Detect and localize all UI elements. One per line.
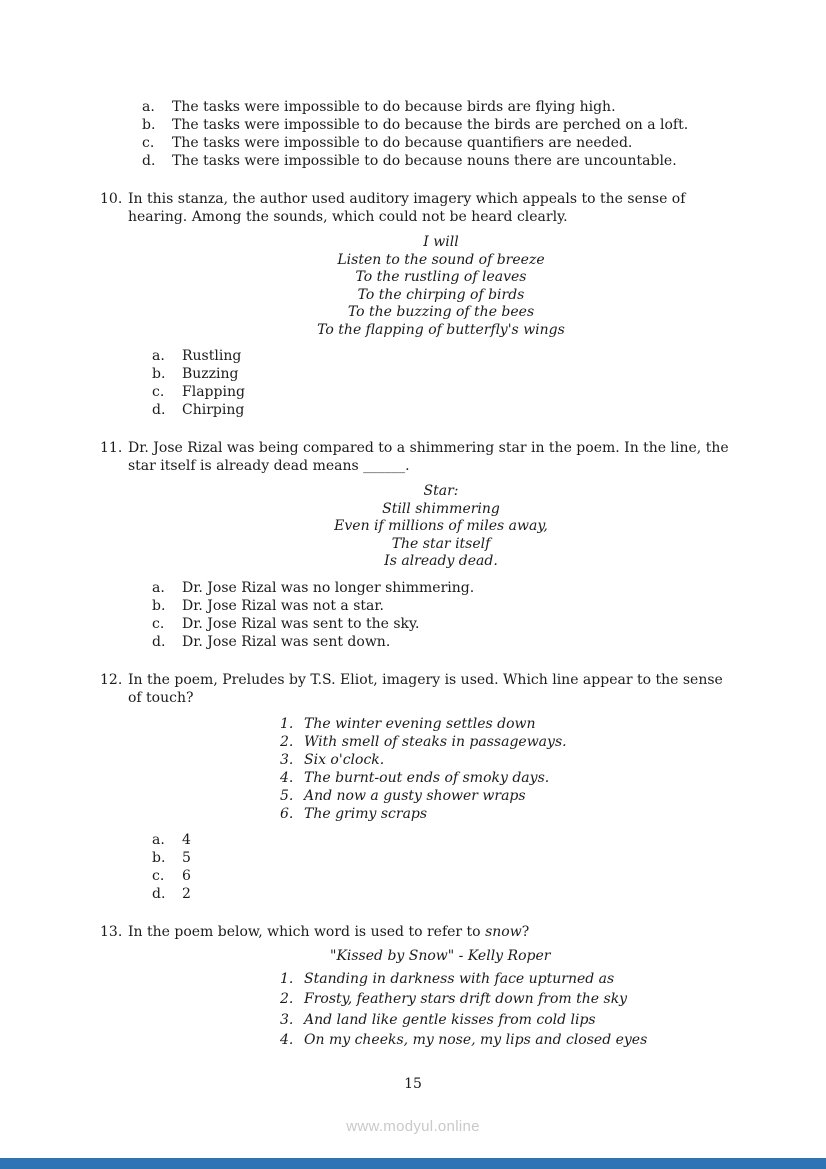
question-number: 12. <box>100 671 123 688</box>
option-row <box>152 885 730 903</box>
carryover-options <box>100 98 730 170</box>
option-text: Dr. Jose Rizal was sent to the sky. <box>182 615 420 632</box>
option-letter: c. <box>152 867 165 884</box>
poem-line: Star: <box>423 483 459 499</box>
option-letter: d. <box>152 402 166 418</box>
option-letter: b. <box>152 849 166 866</box>
question-text: In this stanza, the author used auditory imagery which appeals to the sense of hearing. Among the sounds, which could not be heard clearly. <box>128 191 686 225</box>
line-number: 3. <box>280 1011 294 1028</box>
poem-line: To the flapping of butterfly's wings <box>317 321 565 338</box>
poem-line: The star itself <box>391 535 491 552</box>
question-12 <box>100 671 730 903</box>
line-text: Frosty, feathery stars drift down from the sky <box>304 991 628 1007</box>
line-number: 4. <box>280 1032 294 1048</box>
poem-line-numbered <box>280 969 730 990</box>
line-text: On my cheeks, my nose, my lips and closed eyes <box>304 1032 648 1048</box>
option-text: Rustling <box>182 348 242 364</box>
option-text: Dr. Jose Rizal was no longer shimmering. <box>182 579 475 596</box>
option-letter: d. <box>152 633 166 650</box>
poem-line-numbered <box>280 805 730 823</box>
question-options <box>100 347 730 419</box>
poem-line-numbered <box>280 1010 730 1031</box>
option-letter: d. <box>142 153 156 169</box>
option-row <box>152 597 730 615</box>
option-text: Chirping <box>182 402 245 418</box>
question-13 <box>100 923 730 1051</box>
question-text: In the poem, Preludes by T.S. Eliot, imagery is used. Which line appear to the sense of touch? <box>128 671 723 706</box>
poem-line-numbered <box>280 769 730 787</box>
option-letter: b. <box>152 366 166 382</box>
poem-line-numbered <box>280 733 730 751</box>
option-letter: a. <box>152 831 165 848</box>
option-row <box>152 579 730 597</box>
option-letter: b. <box>142 117 156 133</box>
question-number: 10. <box>100 191 123 207</box>
line-number: 6. <box>280 805 294 822</box>
poem-line: Still shimmering <box>382 500 500 517</box>
line-text: And land like gentle kisses from cold lips <box>304 1011 596 1028</box>
option-text: 5 <box>182 849 191 866</box>
question-line <box>100 190 730 226</box>
poem-line: I will <box>423 234 459 250</box>
question-10 <box>100 190 730 419</box>
option-row <box>142 116 730 134</box>
line-text: And now a gusty shower wraps <box>304 787 526 804</box>
line-text: The burnt-out ends of smoky days. <box>304 769 550 786</box>
line-number: 2. <box>280 991 294 1007</box>
poem-stanza <box>100 234 730 339</box>
footer-accent-bar <box>0 1158 826 1169</box>
question-text: Dr. Jose Rizal was being compared to a shimmering star in the poem. In the line, the star itself is already dead means ______. <box>128 440 729 474</box>
question-options <box>100 831 730 903</box>
line-text: With smell of steaks in passageways. <box>304 733 567 750</box>
option-row <box>152 831 730 849</box>
line-number: 2. <box>280 733 294 750</box>
option-text: The tasks were impossible to do because birds are flying high. <box>172 99 616 115</box>
option-letter: a. <box>142 99 155 115</box>
question-text-part: In the poem below, which word is used to refer to <box>128 923 486 940</box>
option-text: The tasks were impossible to do because quantifiers are needed. <box>172 135 633 151</box>
poem-numbered-lines <box>100 715 730 823</box>
line-text: Six o'clock. <box>304 751 385 768</box>
line-number: 3. <box>280 751 294 768</box>
option-row <box>152 383 730 401</box>
line-number: 5. <box>280 787 294 804</box>
option-row <box>152 365 730 383</box>
option-text: 2 <box>182 885 191 902</box>
poem-line-numbered <box>280 1030 730 1051</box>
line-text: Standing in darkness with face upturned as <box>304 970 615 987</box>
option-letter: b. <box>152 597 166 614</box>
option-row <box>152 633 730 651</box>
poem-line-numbered <box>280 989 730 1010</box>
page-number: 15 <box>404 1076 422 1092</box>
watermark: www.modyul.online <box>346 1118 480 1135</box>
question-11 <box>100 439 730 651</box>
option-letter: c. <box>142 135 155 151</box>
poem-line: To the chirping of birds <box>357 286 525 303</box>
option-row <box>142 134 730 152</box>
poem-line: To the buzzing of the bees <box>347 304 535 320</box>
option-letter: a. <box>152 579 165 596</box>
option-text: Dr. Jose Rizal was not a star. <box>182 597 384 614</box>
line-number: 1. <box>280 970 294 987</box>
poem-stanza <box>100 483 730 571</box>
poem-numbered-lines <box>100 969 730 1051</box>
question-line <box>100 671 730 707</box>
line-text: The grimy scraps <box>304 805 428 822</box>
option-text: Flapping <box>182 384 245 400</box>
option-row <box>152 615 730 633</box>
option-row <box>152 849 730 867</box>
option-row <box>152 401 730 419</box>
poem-line: Even if millions of miles away, <box>334 518 548 534</box>
poem-line-numbered <box>280 715 730 733</box>
option-row <box>142 152 730 170</box>
question-italic-word: snow <box>485 923 522 940</box>
question-number: 13. <box>100 923 123 940</box>
poem-line-numbered <box>280 751 730 769</box>
option-row <box>152 347 730 365</box>
option-row <box>152 867 730 885</box>
option-letter: d. <box>152 885 166 902</box>
poem-line: Is already dead. <box>384 553 498 569</box>
option-letter: c. <box>152 615 165 632</box>
question-options <box>100 579 730 651</box>
option-text: 4 <box>182 831 191 848</box>
option-row <box>142 98 730 116</box>
option-letter: a. <box>152 348 165 364</box>
option-text: Dr. Jose Rizal was sent down. <box>182 633 391 650</box>
poem-line-numbered <box>280 787 730 805</box>
poem-title: "Kissed by Snow" - Kelly Roper <box>330 947 551 964</box>
option-text: The tasks were impossible to do because nouns there are uncountable. <box>172 153 677 169</box>
option-text: The tasks were impossible to do because the birds are perched on a loft. <box>172 117 689 133</box>
option-text: 6 <box>182 867 191 884</box>
line-number: 1. <box>280 715 294 732</box>
question-text-part: ? <box>521 923 530 940</box>
question-line <box>100 439 730 475</box>
question-line <box>100 923 730 941</box>
question-text <box>128 923 730 941</box>
line-number: 4. <box>280 769 294 786</box>
line-text: The winter evening settles down <box>304 715 536 732</box>
option-letter: c. <box>152 384 165 400</box>
option-text: Buzzing <box>182 366 239 382</box>
poem-line: To the rustling of leaves <box>355 269 527 285</box>
poem-line: Listen to the sound of breeze <box>337 251 545 268</box>
question-number: 11. <box>100 440 123 456</box>
